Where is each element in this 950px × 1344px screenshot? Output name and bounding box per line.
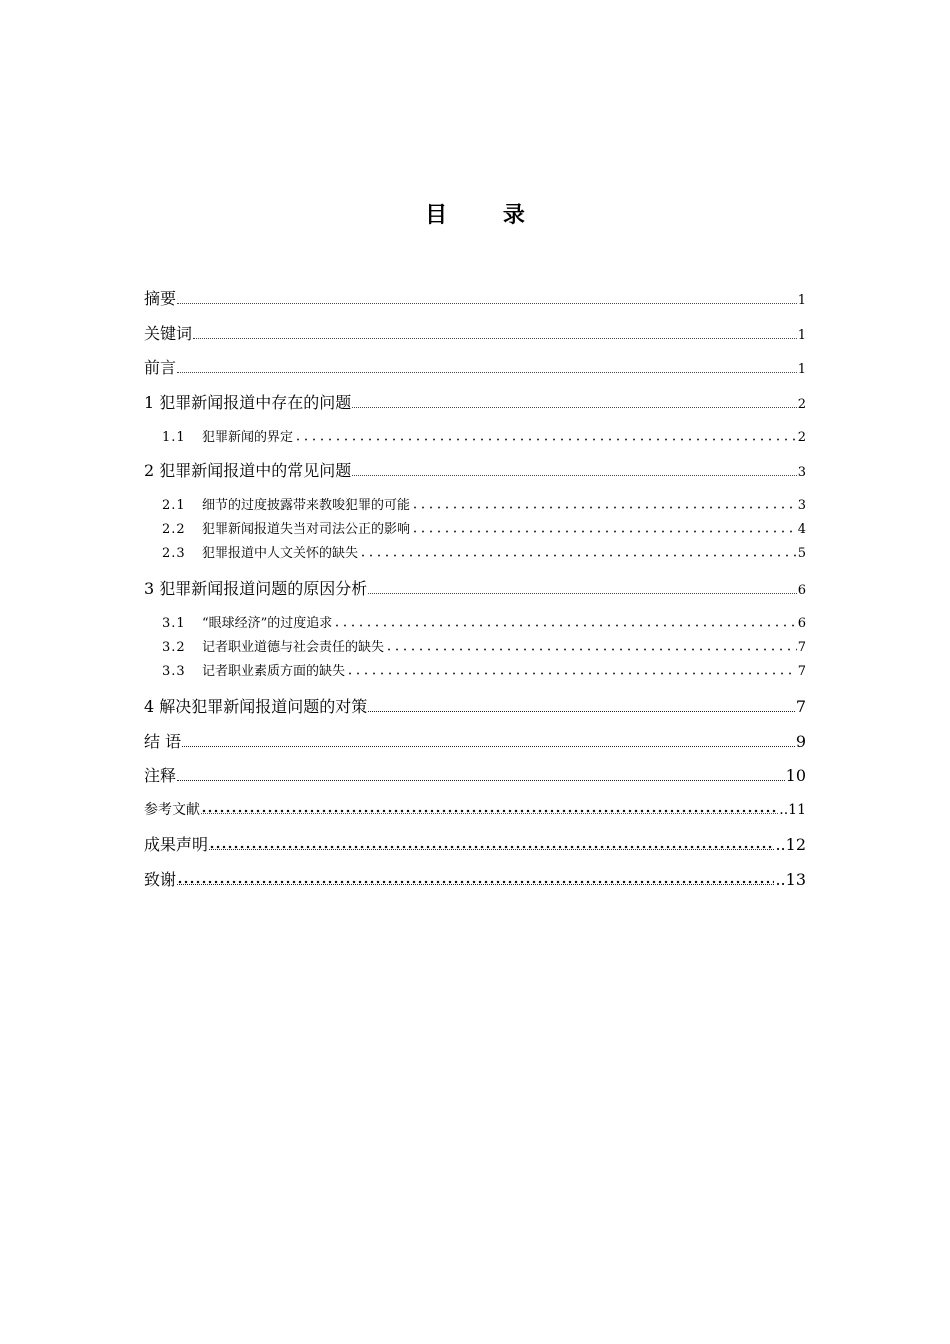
toc-entry-notes[interactable] — [144, 763, 806, 786]
toc-entry-page: 5 — [797, 546, 806, 561]
toc-entry-page: 2 — [797, 430, 806, 445]
toc-entry-chapter-2[interactable] — [144, 458, 806, 481]
toc-entry-page: 1 — [797, 293, 806, 308]
toc-entry-label: 结 语 — [144, 732, 182, 751]
toc-entry-label: 犯罪新闻报道失当对司法公正的影响 — [202, 522, 411, 537]
dot-leader — [177, 299, 797, 304]
dot-leader — [411, 530, 797, 533]
toc-entry-label: 犯罪新闻的界定 — [202, 430, 294, 445]
toc-entry-number: 1.1 — [162, 430, 186, 445]
toc-entry-number: 2.2 — [162, 522, 186, 537]
toc-entry-label: 1 犯罪新闻报道中存在的问题 — [144, 393, 352, 412]
toc-entry-page: 9 — [795, 732, 806, 751]
toc-entry-section-2-1[interactable] — [162, 494, 806, 513]
dot-leader — [368, 707, 795, 712]
dot-leader — [182, 742, 795, 747]
toc-entry-page: 3 — [797, 498, 806, 513]
toc-entry-page: ..11 — [779, 802, 806, 818]
toc-entry-label: 注释 — [144, 766, 177, 785]
toc-entry-label: 犯罪报道中人文关怀的缺失 — [202, 546, 359, 561]
toc-entry-label: 致谢 — [144, 870, 177, 889]
toc-entry-statement[interactable] — [144, 832, 806, 855]
dot-leader — [385, 648, 797, 651]
toc-entry-keywords[interactable] — [144, 321, 806, 344]
toc-entry-page: 1 — [797, 328, 806, 343]
toc-entry-page: 7 — [797, 664, 806, 679]
toc-entry-label: 参考文献 — [144, 802, 200, 818]
toc-entry-section-3-3[interactable] — [162, 660, 806, 679]
toc-entry-label: “眼球经济”的过度追求 — [202, 616, 333, 631]
toc-entry-section-3-2[interactable] — [162, 636, 806, 655]
toc-entry-page: ..13 — [775, 870, 806, 889]
toc-entry-label: 4 解决犯罪新闻报道问题的对策 — [144, 697, 368, 716]
toc-entry-section-3-1[interactable] — [162, 612, 806, 631]
dot-leader — [201, 809, 778, 814]
toc-entry-page: 7 — [797, 640, 806, 655]
toc-entry-number: 3.3 — [162, 664, 186, 679]
toc-entry-number: 2.3 — [162, 546, 186, 561]
toc-entry-chapter-1[interactable] — [144, 390, 806, 413]
dot-leader — [209, 845, 774, 850]
toc-entry-label: 前言 — [144, 358, 177, 377]
dot-leader — [368, 589, 796, 594]
toc-entry-label: 记者职业素质方面的缺失 — [202, 664, 346, 679]
toc-entry-section-1-1[interactable] — [162, 426, 806, 445]
dot-leader — [177, 880, 774, 885]
toc-entry-label: 2 犯罪新闻报道中的常见问题 — [144, 461, 352, 480]
toc-entry-chapter-4[interactable] — [144, 694, 806, 717]
toc-entry-conclusion[interactable] — [144, 729, 806, 752]
toc-title: 目 录 — [425, 202, 549, 228]
toc-entry-section-2-3[interactable] — [162, 542, 806, 561]
toc-entry-page: 6 — [797, 583, 806, 598]
toc-entry-references[interactable] — [144, 799, 806, 819]
dot-leader — [177, 776, 785, 781]
toc-entry-label: 3 犯罪新闻报道问题的原因分析 — [144, 579, 368, 598]
dot-leader — [333, 624, 796, 627]
toc-entry-label: 记者职业道德与社会责任的缺失 — [202, 640, 385, 655]
toc-entry-number: 3.2 — [162, 640, 186, 655]
dot-leader — [352, 471, 796, 476]
toc-entry-section-2-2[interactable] — [162, 518, 806, 537]
dot-leader — [193, 334, 797, 339]
toc-entry-chapter-3[interactable] — [144, 576, 806, 599]
toc-entry-number: 2.1 — [162, 498, 186, 513]
toc-entry-label: 关键词 — [144, 324, 193, 343]
toc-entry-abstract[interactable] — [144, 286, 806, 309]
dot-leader — [294, 438, 797, 441]
toc-entry-label: 摘要 — [144, 289, 177, 308]
toc-entry-page: 2 — [797, 397, 806, 412]
toc-entry-acknowledgements[interactable] — [144, 867, 806, 890]
dot-leader — [411, 506, 797, 509]
toc-entry-page: 1 — [797, 362, 806, 377]
toc-entry-label: 成果声明 — [144, 835, 209, 854]
dot-leader — [359, 554, 797, 557]
dot-leader — [352, 403, 796, 408]
toc-entry-page: 6 — [797, 616, 806, 631]
toc-entry-preface[interactable] — [144, 355, 806, 378]
toc-entry-page: 4 — [797, 522, 806, 537]
dot-leader — [177, 368, 797, 373]
dot-leader — [346, 672, 797, 675]
toc-entry-page: 10 — [785, 766, 806, 785]
toc-entry-page: ..12 — [775, 835, 806, 854]
toc-entry-number: 3.1 — [162, 616, 186, 631]
toc-entry-page: 3 — [797, 465, 806, 480]
toc-entry-label: 细节的过度披露带来教唆犯罪的可能 — [202, 498, 411, 513]
toc-entry-page: 7 — [795, 697, 806, 716]
